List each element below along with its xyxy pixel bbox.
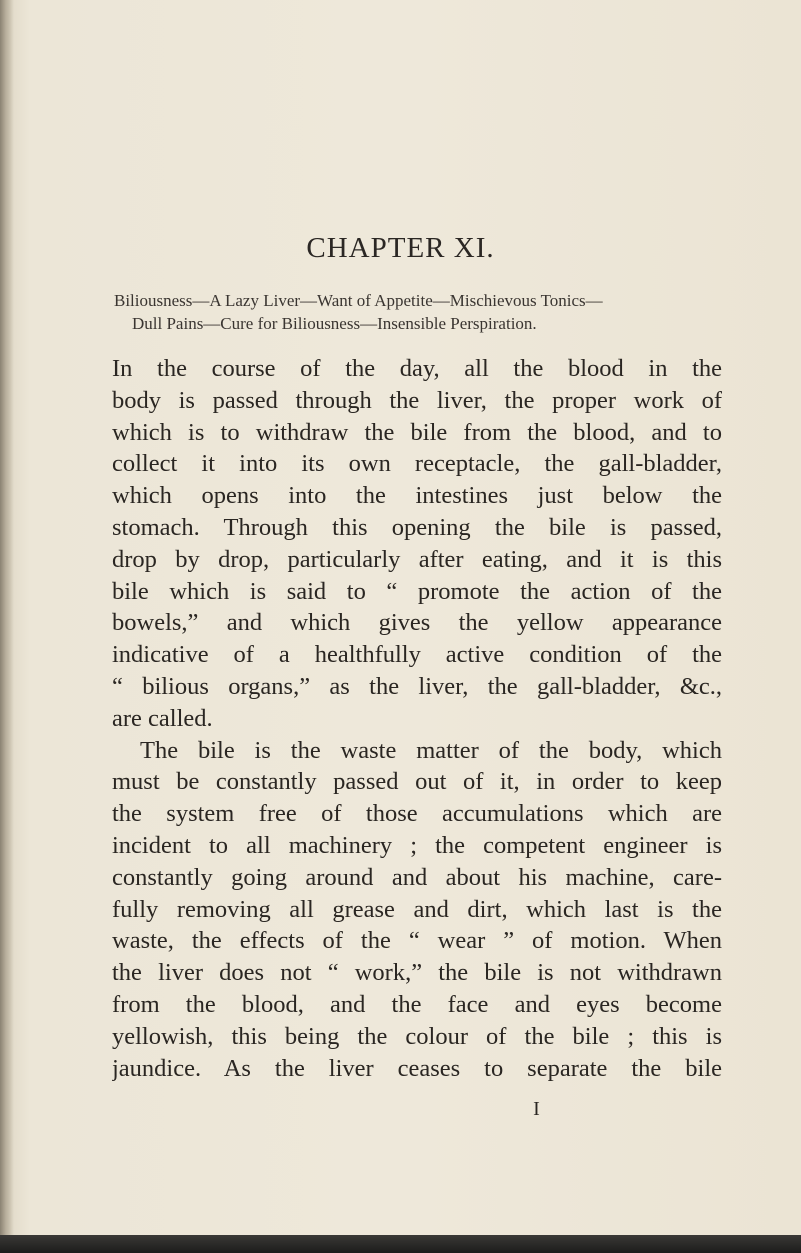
text-line: jaundice. As the liver ceases to separate the bile (112, 1054, 722, 1082)
page-number: I (533, 1098, 540, 1120)
text-line: must be constantly passed out of it, in order to keep (112, 768, 722, 796)
text-line: stomach. Through this opening the bile is passed, (112, 513, 722, 541)
page-bottom-edge (0, 1235, 801, 1253)
text-line: fully removing all grease and dirt, which last is the (112, 895, 722, 923)
text-line: body is passed through the liver, the proper work of (112, 386, 722, 414)
text-line: bowels,” and which gives the yellow appearance (112, 609, 722, 637)
page-binding-shadow (0, 0, 14, 1253)
text-line: The bile is the waste matter of the body, which (140, 736, 722, 764)
text-line: collect it into its own receptacle, the gall-bladder, (112, 450, 722, 478)
text-line: yellowish, this being the colour of the bile ; this is (112, 1022, 722, 1050)
text-line: waste, the effects of the “ wear ” of motion. When (112, 927, 722, 955)
chapter-synopsis (114, 289, 754, 335)
text-line: indicative of a healthfully active condition of the (112, 641, 722, 669)
body-text (112, 353, 722, 1084)
text-line: incident to all machinery ; the competent engineer is (112, 831, 722, 859)
text-line: are called. (112, 704, 213, 732)
text-line: bile which is said to “ promote the action of the (112, 577, 722, 605)
text-line: the liver does not “ work,” the bile is not withdrawn (112, 959, 722, 987)
text-line: constantly going around and about his machine, care- (112, 863, 722, 891)
chapter-title: CHAPTER XI. (306, 232, 495, 264)
text-line: which opens into the intestines just below the (112, 482, 722, 510)
text-line: “ bilious organs,” as the liver, the gall-bladder, &c., (112, 672, 722, 700)
synopsis-line: Dull Pains—Cure for Biliousness—Insensible Perspiration. (132, 314, 537, 333)
text-line: which is to withdraw the bile from the blood, and to (112, 418, 722, 446)
text-line: from the blood, and the face and eyes become (112, 990, 722, 1018)
text-line: drop by drop, particularly after eating, and it is this (112, 545, 722, 573)
text-line: the system free of those accumulations which are (112, 800, 722, 828)
paragraph-2 (112, 735, 722, 1085)
paragraph-1 (112, 353, 722, 735)
text-line: In the course of the day, all the blood in the (112, 355, 722, 382)
synopsis-line: Biliousness—A Lazy Liver—Want of Appetite—Mischievous Tonics— (114, 291, 603, 310)
